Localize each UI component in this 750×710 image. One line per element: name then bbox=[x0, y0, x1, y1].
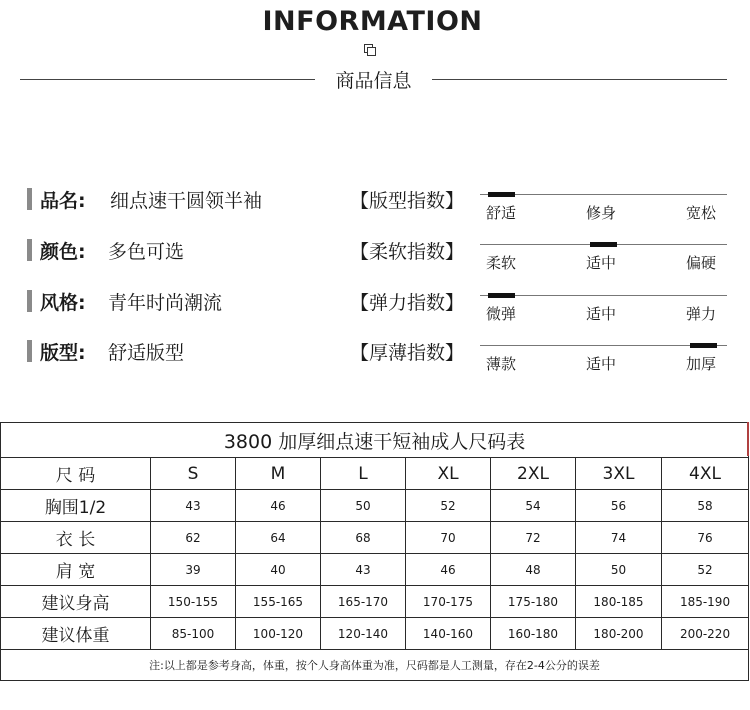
scale-option-label: 适中 bbox=[586, 355, 617, 373]
table-cell: 54 bbox=[491, 490, 576, 522]
scale-elasticity bbox=[480, 291, 727, 331]
table-note-row bbox=[1, 650, 749, 681]
table-cell: 76 bbox=[662, 522, 749, 554]
size-header-cell: L bbox=[321, 458, 406, 490]
row-label: 建议体重 bbox=[1, 618, 151, 650]
table-cell: 64 bbox=[236, 522, 321, 554]
table-cell: 140-160 bbox=[406, 618, 491, 650]
size-header-cell: S bbox=[151, 458, 236, 490]
page-title: INFORMATION bbox=[262, 6, 483, 37]
table-cell: 160-180 bbox=[491, 618, 576, 650]
bullet-bar bbox=[27, 239, 32, 261]
row-label: 衣 长 bbox=[1, 522, 151, 554]
scale-option-label: 适中 bbox=[586, 254, 617, 272]
size-header-cell: 2XL bbox=[491, 458, 576, 490]
row-label: 建议身高 bbox=[1, 586, 151, 618]
table-cell: 52 bbox=[662, 554, 749, 586]
scale-line bbox=[480, 194, 727, 195]
table-cell: 170-175 bbox=[406, 586, 491, 618]
scale-option-label: 弹力 bbox=[686, 305, 717, 323]
attribute-value: 细点速干圆领半袖 bbox=[110, 190, 263, 212]
index-title-softness: 【柔软指数】 bbox=[350, 241, 465, 263]
bullet-bar bbox=[27, 290, 32, 312]
bullet-bar bbox=[27, 340, 32, 362]
table-cell: 52 bbox=[406, 490, 491, 522]
scale-option-label: 柔软 bbox=[486, 254, 517, 272]
table-cell: 180-200 bbox=[576, 618, 662, 650]
header-divider-left bbox=[20, 79, 315, 80]
index-title-elasticity: 【弹力指数】 bbox=[350, 292, 465, 314]
table-cell: 58 bbox=[662, 490, 749, 522]
table-row bbox=[1, 490, 749, 522]
scale-option-label: 舒适 bbox=[486, 204, 517, 222]
table-cell: 43 bbox=[151, 490, 236, 522]
table-row bbox=[1, 554, 749, 586]
size-header-cell: M bbox=[236, 458, 321, 490]
table-cell: 68 bbox=[321, 522, 406, 554]
table-cell: 50 bbox=[321, 490, 406, 522]
table-cell: 48 bbox=[491, 554, 576, 586]
table-cell: 72 bbox=[491, 522, 576, 554]
table-cell: 43 bbox=[321, 554, 406, 586]
table-cell: 180-185 bbox=[576, 586, 662, 618]
table-cell: 70 bbox=[406, 522, 491, 554]
scale-marker bbox=[488, 293, 515, 298]
edge-mark bbox=[747, 422, 749, 456]
scale-marker bbox=[690, 343, 717, 348]
scale-softness bbox=[480, 240, 727, 280]
scale-thickness bbox=[480, 341, 727, 381]
table-cell: 185-190 bbox=[662, 586, 749, 618]
scale-option-label: 加厚 bbox=[686, 355, 717, 373]
table-row bbox=[1, 586, 749, 618]
scale-option-label: 修身 bbox=[586, 204, 617, 222]
table-cell: 85-100 bbox=[151, 618, 236, 650]
attribute-value: 舒适版型 bbox=[108, 342, 185, 364]
table-cell: 46 bbox=[406, 554, 491, 586]
page-subtitle: 商品信息 bbox=[335, 70, 412, 92]
table-cell: 120-140 bbox=[321, 618, 406, 650]
scale-marker bbox=[590, 242, 617, 247]
header-divider-right bbox=[432, 79, 727, 80]
attribute-label: 风格: bbox=[40, 292, 86, 314]
row-label: 肩 宽 bbox=[1, 554, 151, 586]
scale-option-label: 宽松 bbox=[686, 204, 717, 222]
scale-option-label: 微弹 bbox=[486, 305, 517, 323]
index-title-fit: 【版型指数】 bbox=[350, 190, 465, 212]
attribute-value: 青年时尚潮流 bbox=[108, 292, 223, 314]
table-cell: 150-155 bbox=[151, 586, 236, 618]
table-title-row bbox=[1, 423, 749, 458]
table-title: 3800 加厚细点速干短袖成人尺码表 bbox=[1, 423, 749, 458]
attribute-value: 多色可选 bbox=[108, 241, 185, 263]
table-cell: 40 bbox=[236, 554, 321, 586]
table-cell: 74 bbox=[576, 522, 662, 554]
table-cell: 39 bbox=[151, 554, 236, 586]
table-note: 注:以上都是参考身高，体重，按个人身高体重为准，尺码都是人工测量，存在2-4公分的误差 bbox=[1, 650, 749, 681]
scale-option-label: 偏硬 bbox=[686, 254, 717, 272]
table-row bbox=[1, 522, 749, 554]
table-row bbox=[1, 618, 749, 650]
table-header-row bbox=[1, 458, 749, 490]
table-header-label: 尺 码 bbox=[1, 458, 151, 490]
scale-option-label: 适中 bbox=[586, 305, 617, 323]
table-cell: 100-120 bbox=[236, 618, 321, 650]
table-cell: 46 bbox=[236, 490, 321, 522]
table-cell: 175-180 bbox=[491, 586, 576, 618]
table-cell: 155-165 bbox=[236, 586, 321, 618]
double-square-icon bbox=[364, 44, 376, 56]
size-header-cell: XL bbox=[406, 458, 491, 490]
scale-fit bbox=[480, 190, 727, 230]
row-label: 胸围1/2 bbox=[1, 490, 151, 522]
bullet-bar bbox=[27, 188, 32, 210]
size-header-cell: 3XL bbox=[576, 458, 662, 490]
index-title-thickness: 【厚薄指数】 bbox=[350, 342, 465, 364]
attribute-label: 颜色: bbox=[40, 241, 86, 263]
scale-marker bbox=[488, 192, 515, 197]
scale-option-label: 薄款 bbox=[486, 355, 517, 373]
table-cell: 165-170 bbox=[321, 586, 406, 618]
scale-line bbox=[480, 295, 727, 296]
size-header-cell: 4XL bbox=[662, 458, 749, 490]
table-cell: 50 bbox=[576, 554, 662, 586]
table-cell: 62 bbox=[151, 522, 236, 554]
table-cell: 200-220 bbox=[662, 618, 749, 650]
attribute-label: 品名: bbox=[40, 190, 86, 212]
table-cell: 56 bbox=[576, 490, 662, 522]
attribute-label: 版型: bbox=[40, 342, 86, 364]
size-chart-table bbox=[0, 422, 749, 681]
